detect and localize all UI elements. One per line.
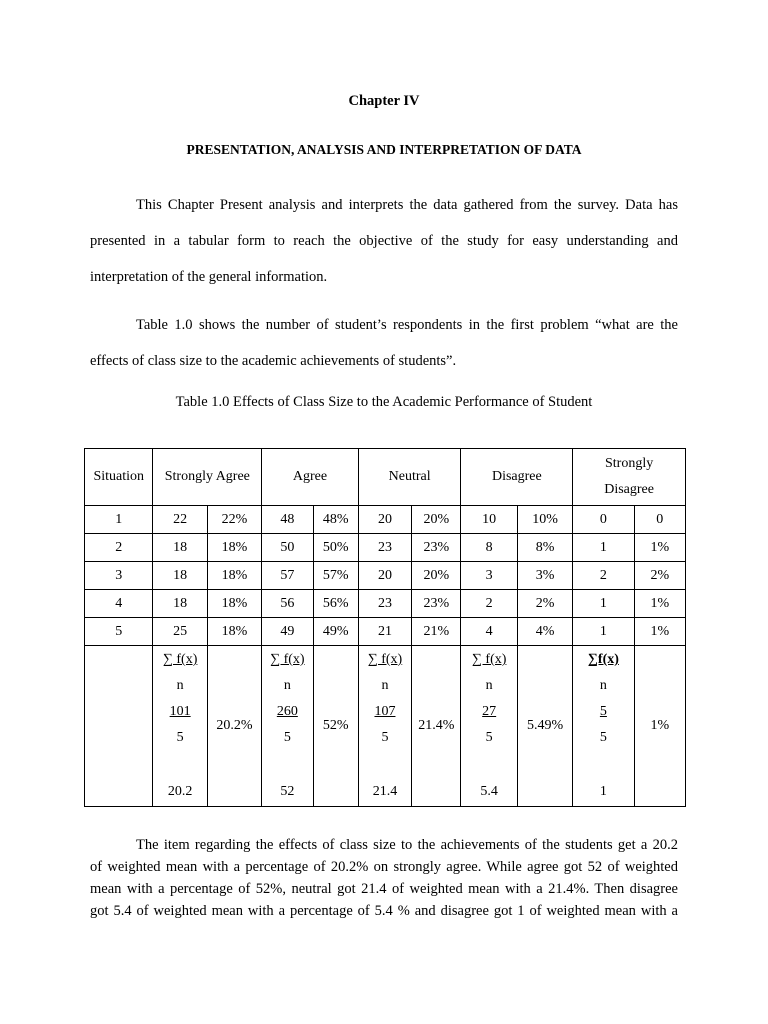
summary-formula: ∑ f(x) bbox=[367, 652, 403, 667]
table-cell: 2 bbox=[573, 562, 634, 590]
header-neutral: Neutral bbox=[358, 449, 461, 506]
table-intro-line: effects of class size to the academic achievements of students”. bbox=[90, 353, 457, 369]
table-cell: 8% bbox=[517, 534, 572, 562]
table-cell: 50% bbox=[313, 534, 358, 562]
summary-row bbox=[85, 646, 686, 807]
table-cell: 23% bbox=[412, 534, 461, 562]
table-cell: 48 bbox=[262, 506, 313, 534]
header-strongly-disagree bbox=[573, 449, 686, 506]
intro-line: This Chapter Present analysis and interprets the data gathered from the survey. Data has bbox=[136, 197, 678, 213]
analysis-line: The item regarding the effects of class size to the achievements of the students get a 20.2 bbox=[136, 837, 678, 853]
header-strongly-agree: Strongly Agree bbox=[153, 449, 262, 506]
summary-formula: ∑ f(x) bbox=[162, 652, 198, 667]
table-cell: 22 bbox=[153, 506, 207, 534]
table-caption: Table 1.0 Effects of Class Size to the Academic Performance of Student bbox=[175, 394, 593, 410]
summary-mean: 20.2 bbox=[167, 784, 193, 799]
table-cell: 0 bbox=[634, 506, 685, 534]
table-cell: 2 bbox=[85, 534, 153, 562]
summary-divisor: 5 bbox=[485, 730, 493, 745]
summary-n: n bbox=[176, 678, 184, 693]
table-cell: 10 bbox=[461, 506, 517, 534]
table-cell: 48% bbox=[313, 506, 358, 534]
table-cell: 2% bbox=[634, 562, 685, 590]
summary-formula-cell bbox=[153, 646, 207, 807]
table-cell: 2 bbox=[461, 590, 517, 618]
table-row bbox=[85, 618, 686, 646]
table-cell: 18 bbox=[153, 562, 207, 590]
summary-percent: 20.2% bbox=[207, 646, 261, 807]
table-cell: 21% bbox=[412, 618, 461, 646]
table-cell: 18% bbox=[207, 534, 261, 562]
table-cell: 1 bbox=[573, 618, 634, 646]
header-agree: Agree bbox=[262, 449, 359, 506]
table-header-row bbox=[85, 449, 686, 506]
table-cell: 50 bbox=[262, 534, 313, 562]
table-cell: 18 bbox=[153, 590, 207, 618]
summary-percent: 52% bbox=[313, 646, 358, 807]
summary-total: 27 bbox=[482, 704, 497, 719]
table-cell: 1 bbox=[85, 506, 153, 534]
table-row bbox=[85, 562, 686, 590]
table-cell: 21 bbox=[358, 618, 411, 646]
header-disagree: Disagree bbox=[461, 449, 573, 506]
table-cell: 4 bbox=[85, 590, 153, 618]
table-cell: 49 bbox=[262, 618, 313, 646]
summary-divisor: 5 bbox=[283, 730, 291, 745]
summary-formula-cell bbox=[358, 646, 411, 807]
table-cell: 1 bbox=[573, 534, 634, 562]
table-cell: 3 bbox=[461, 562, 517, 590]
table-cell: 23 bbox=[358, 590, 411, 618]
summary-mean: 52 bbox=[280, 784, 295, 799]
table-cell: 22% bbox=[207, 506, 261, 534]
table-cell: 8 bbox=[461, 534, 517, 562]
table-cell: 20 bbox=[358, 562, 411, 590]
table-row bbox=[85, 534, 686, 562]
summary-total: 101 bbox=[169, 704, 191, 719]
results-table bbox=[84, 448, 686, 807]
table-body bbox=[85, 506, 686, 646]
summary-total: 107 bbox=[374, 704, 396, 719]
summary-n: n bbox=[381, 678, 389, 693]
table-cell: 3% bbox=[517, 562, 572, 590]
table-cell: 1% bbox=[634, 618, 685, 646]
table-intro-line: Table 1.0 shows the number of student’s respondents in the first problem “what are the bbox=[136, 317, 678, 333]
summary-n: n bbox=[485, 678, 493, 693]
summary-formula-cell bbox=[262, 646, 313, 807]
table-row bbox=[85, 590, 686, 618]
summary-total: 260 bbox=[276, 704, 298, 719]
table-cell: 18 bbox=[153, 534, 207, 562]
table-cell: 49% bbox=[313, 618, 358, 646]
intro-line: presented in a tabular form to reach the objective of the study for easy understanding and bbox=[90, 233, 678, 249]
header-strongly-disagree-line2: Disagree bbox=[604, 482, 654, 497]
summary-percent: 5.49% bbox=[517, 646, 572, 807]
summary-formula: ∑f(x) bbox=[587, 652, 619, 667]
summary-mean: 21.4 bbox=[372, 784, 398, 799]
summary-n: n bbox=[283, 678, 291, 693]
summary-mean: 1 bbox=[599, 784, 607, 799]
intro-paragraph bbox=[90, 187, 678, 295]
summary-divisor: 5 bbox=[176, 730, 184, 745]
summary-divisor: 5 bbox=[599, 730, 607, 745]
summary-formula-cell bbox=[461, 646, 517, 807]
intro-line: interpretation of the general information. bbox=[90, 269, 328, 285]
summary-total: 5 bbox=[599, 704, 607, 719]
summary-percent: 21.4% bbox=[412, 646, 461, 807]
summary-divisor: 5 bbox=[381, 730, 389, 745]
summary-formula: ∑ f(x) bbox=[471, 652, 507, 667]
table-row bbox=[85, 506, 686, 534]
table-cell: 5 bbox=[85, 618, 153, 646]
header-strongly-disagree-line1: Strongly bbox=[604, 456, 654, 471]
table-cell: 3 bbox=[85, 562, 153, 590]
summary-n: n bbox=[599, 678, 607, 693]
table-cell: 4% bbox=[517, 618, 572, 646]
analysis-line: got 5.4 of weighted mean with a percentage of 5.4 % and disagree got 1 of weighted mean with a bbox=[90, 903, 678, 919]
header-situation: Situation bbox=[85, 449, 153, 506]
table-cell: 56 bbox=[262, 590, 313, 618]
table-cell: 1% bbox=[634, 590, 685, 618]
table-cell: 23 bbox=[358, 534, 411, 562]
table-cell: 57 bbox=[262, 562, 313, 590]
table-cell: 1% bbox=[634, 534, 685, 562]
summary-blank-cell bbox=[85, 646, 153, 807]
table-cell: 10% bbox=[517, 506, 572, 534]
analysis-line: of weighted mean with a percentage of 20.2% on strongly agree. While agree got 52 of weighted bbox=[90, 859, 678, 875]
analysis-paragraph bbox=[90, 834, 678, 922]
table-cell: 4 bbox=[461, 618, 517, 646]
table-cell: 18% bbox=[207, 590, 261, 618]
table-cell: 2% bbox=[517, 590, 572, 618]
chapter-title: Chapter IV bbox=[348, 93, 420, 109]
table-cell: 0 bbox=[573, 506, 634, 534]
table-cell: 23% bbox=[412, 590, 461, 618]
table-cell: 25 bbox=[153, 618, 207, 646]
table-cell: 20 bbox=[358, 506, 411, 534]
table-cell: 56% bbox=[313, 590, 358, 618]
summary-mean: 5.4 bbox=[480, 784, 498, 799]
summary-formula-cell bbox=[573, 646, 634, 807]
table-cell: 20% bbox=[412, 562, 461, 590]
table-cell: 20% bbox=[412, 506, 461, 534]
table-cell: 18% bbox=[207, 618, 261, 646]
analysis-line: mean with a percentage of 52%, neutral got 21.4 of weighted mean with a 21.4%. Then disagree bbox=[90, 881, 678, 897]
table-cell: 18% bbox=[207, 562, 261, 590]
table-cell: 57% bbox=[313, 562, 358, 590]
summary-formula: ∑ f(x) bbox=[270, 652, 305, 667]
table-cell: 1 bbox=[573, 590, 634, 618]
summary-percent: 1% bbox=[634, 646, 685, 807]
table-intro-paragraph bbox=[90, 307, 678, 379]
section-heading: PRESENTATION, ANALYSIS AND INTERPRETATION OF DATA bbox=[186, 142, 582, 157]
